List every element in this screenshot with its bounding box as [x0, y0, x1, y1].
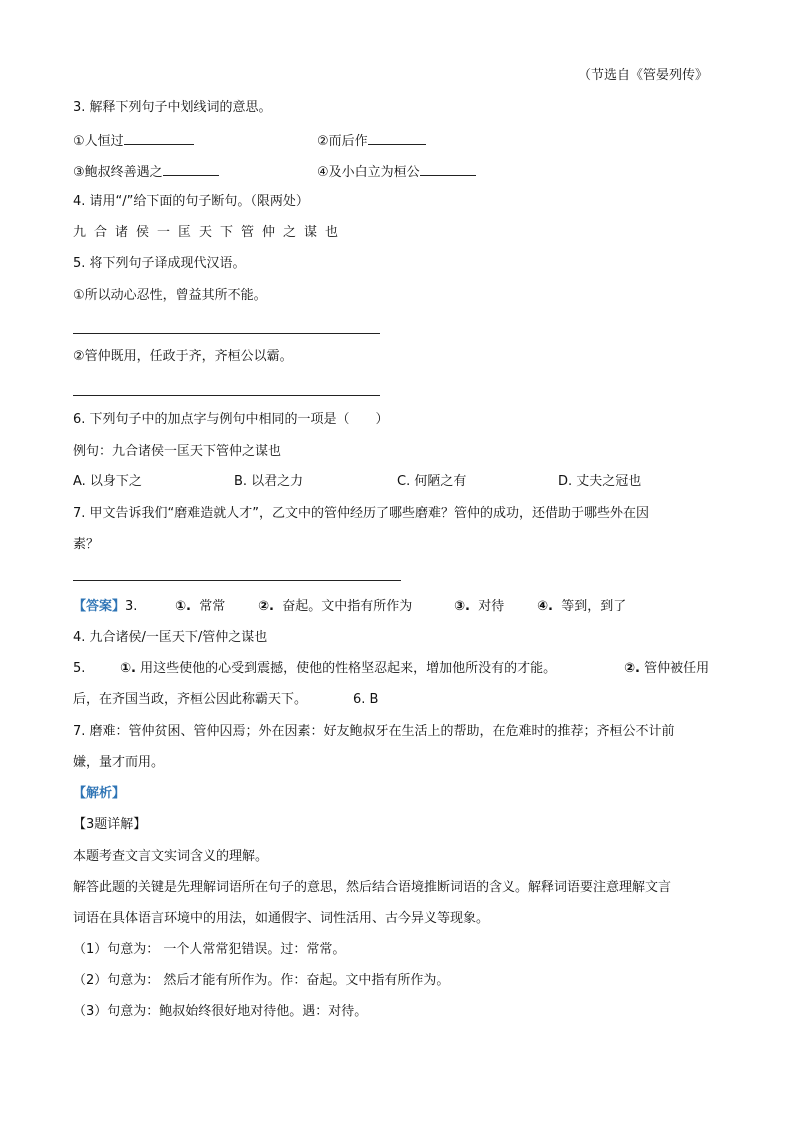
source-citation: （节选自《管晏列传》 [578, 68, 709, 83]
answer-label: 【答案】 [73, 599, 126, 614]
answer-blank[interactable] [163, 162, 219, 176]
analysis-paragraph-2-line-2: 词语在具体语言环境中的用法，如通假字、词性活用、古今异义等现象。 [73, 911, 490, 926]
analysis-item-2: （2）句意为： 然后才能有所作为。作：奋起。文中指有所作为。 [73, 973, 450, 988]
answer-q4: 4. 九合诸侯/一匡天下/管仲之谋也 [73, 630, 268, 645]
q5-sentence-2: ②管仲既用，任政于齐，齐桓公以霸。 [73, 349, 293, 364]
q4-sentence: 九合诸侯一匡天下管仲之谋也 [73, 225, 347, 240]
q3-detail-heading: 【3题详解】 [73, 817, 147, 832]
q3-stem: 3. 解释下列句子中划线词的意思。 [73, 100, 272, 115]
answer-line-q3: 【答案】3. [73, 599, 138, 614]
answer-q5-1: ①. 用这些使他的心受到震撼，使他的性格坚忍起来，增加他所没有的才能。 [120, 661, 557, 676]
answer-blank[interactable] [124, 131, 194, 145]
q6-option-a[interactable]: A. 以身下之 [73, 474, 142, 489]
q6-example: 例句：九合诸侯一匡天下管仲之谋也 [73, 444, 282, 459]
q3-item-2: ②而后作 [317, 131, 426, 151]
answer-q3-3: ③. 对待 [454, 599, 505, 614]
analysis-label: 【解析】 [73, 786, 126, 801]
q6-option-c[interactable]: C. 何陋之有 [397, 474, 467, 489]
analysis-paragraph-2-line-1: 解答此题的关键是先理解词语所在句子的意思，然后结合语境推断词语的含义。解释词语要注意理解文言 [73, 880, 672, 895]
answer-q5-2: ②. 管仲被任用 [624, 661, 710, 676]
q5-sentence-1: ①所以动心忍性，曾益其所不能。 [73, 288, 267, 303]
q3-item-4: ④及小白立为桓公 [317, 162, 476, 182]
q7-stem-line-1: 7. 甲文告诉我们“磨难造就人才”，乙文中的管仲经历了哪些磨难？管仲的成功，还借助于哪些外在因 [73, 506, 650, 521]
analysis-paragraph-1: 本题考查文言文实词含义的理解。 [73, 849, 269, 864]
answer-q3-4: ④. 等到，到了 [537, 599, 627, 614]
analysis-item-3: （3）句意为：鲍叔始终很好地对待他。遇：对待。 [73, 1004, 368, 1019]
q5-stem: 5. 将下列句子译成现代汉语。 [73, 256, 246, 271]
q3-item-3: ③鲍叔终善遇之 [73, 162, 219, 182]
q6-stem: 6. 下列句子中的加点字与例句中相同的一项是（ ） [73, 412, 389, 427]
answer-q7-line-1: 7. 磨难：管仲贫困、管仲囚焉；外在因素：好友鲍叔牙在生活上的帮助，在危难时的推荐；齐桓公不计前 [73, 724, 675, 739]
answer-q3-2: ②. 奋起。文中指有所作为 [258, 599, 413, 614]
answer-q6: 6. B [353, 692, 379, 707]
analysis-item-1: （1）句意为： 一个人常常犯错误。过：常常。 [73, 942, 346, 957]
answer-q7-line-2: 嫌，量才而用。 [73, 755, 165, 770]
answer-blank[interactable] [368, 131, 426, 145]
q4-stem: 4. 请用“/”给下面的句子断句。（限两处） [73, 194, 309, 209]
q6-option-b[interactable]: B. 以君之力 [234, 474, 304, 489]
answer-q5-2-cont: 后，在齐国当政，齐桓公因此称霸天下。 [73, 692, 308, 707]
answer-line[interactable] [73, 395, 380, 396]
answer-q5-prefix: 5. [73, 661, 86, 676]
answer-line[interactable] [73, 333, 380, 334]
answer-line[interactable] [73, 580, 401, 581]
answer-blank[interactable] [420, 162, 476, 176]
q3-item-1: ①人恒过 [73, 131, 194, 151]
q6-option-d[interactable]: D. 丈夫之冠也 [558, 474, 642, 489]
answer-q3-1: ①. 常常 [175, 599, 226, 614]
q7-stem-line-2: 素？ [73, 537, 100, 552]
